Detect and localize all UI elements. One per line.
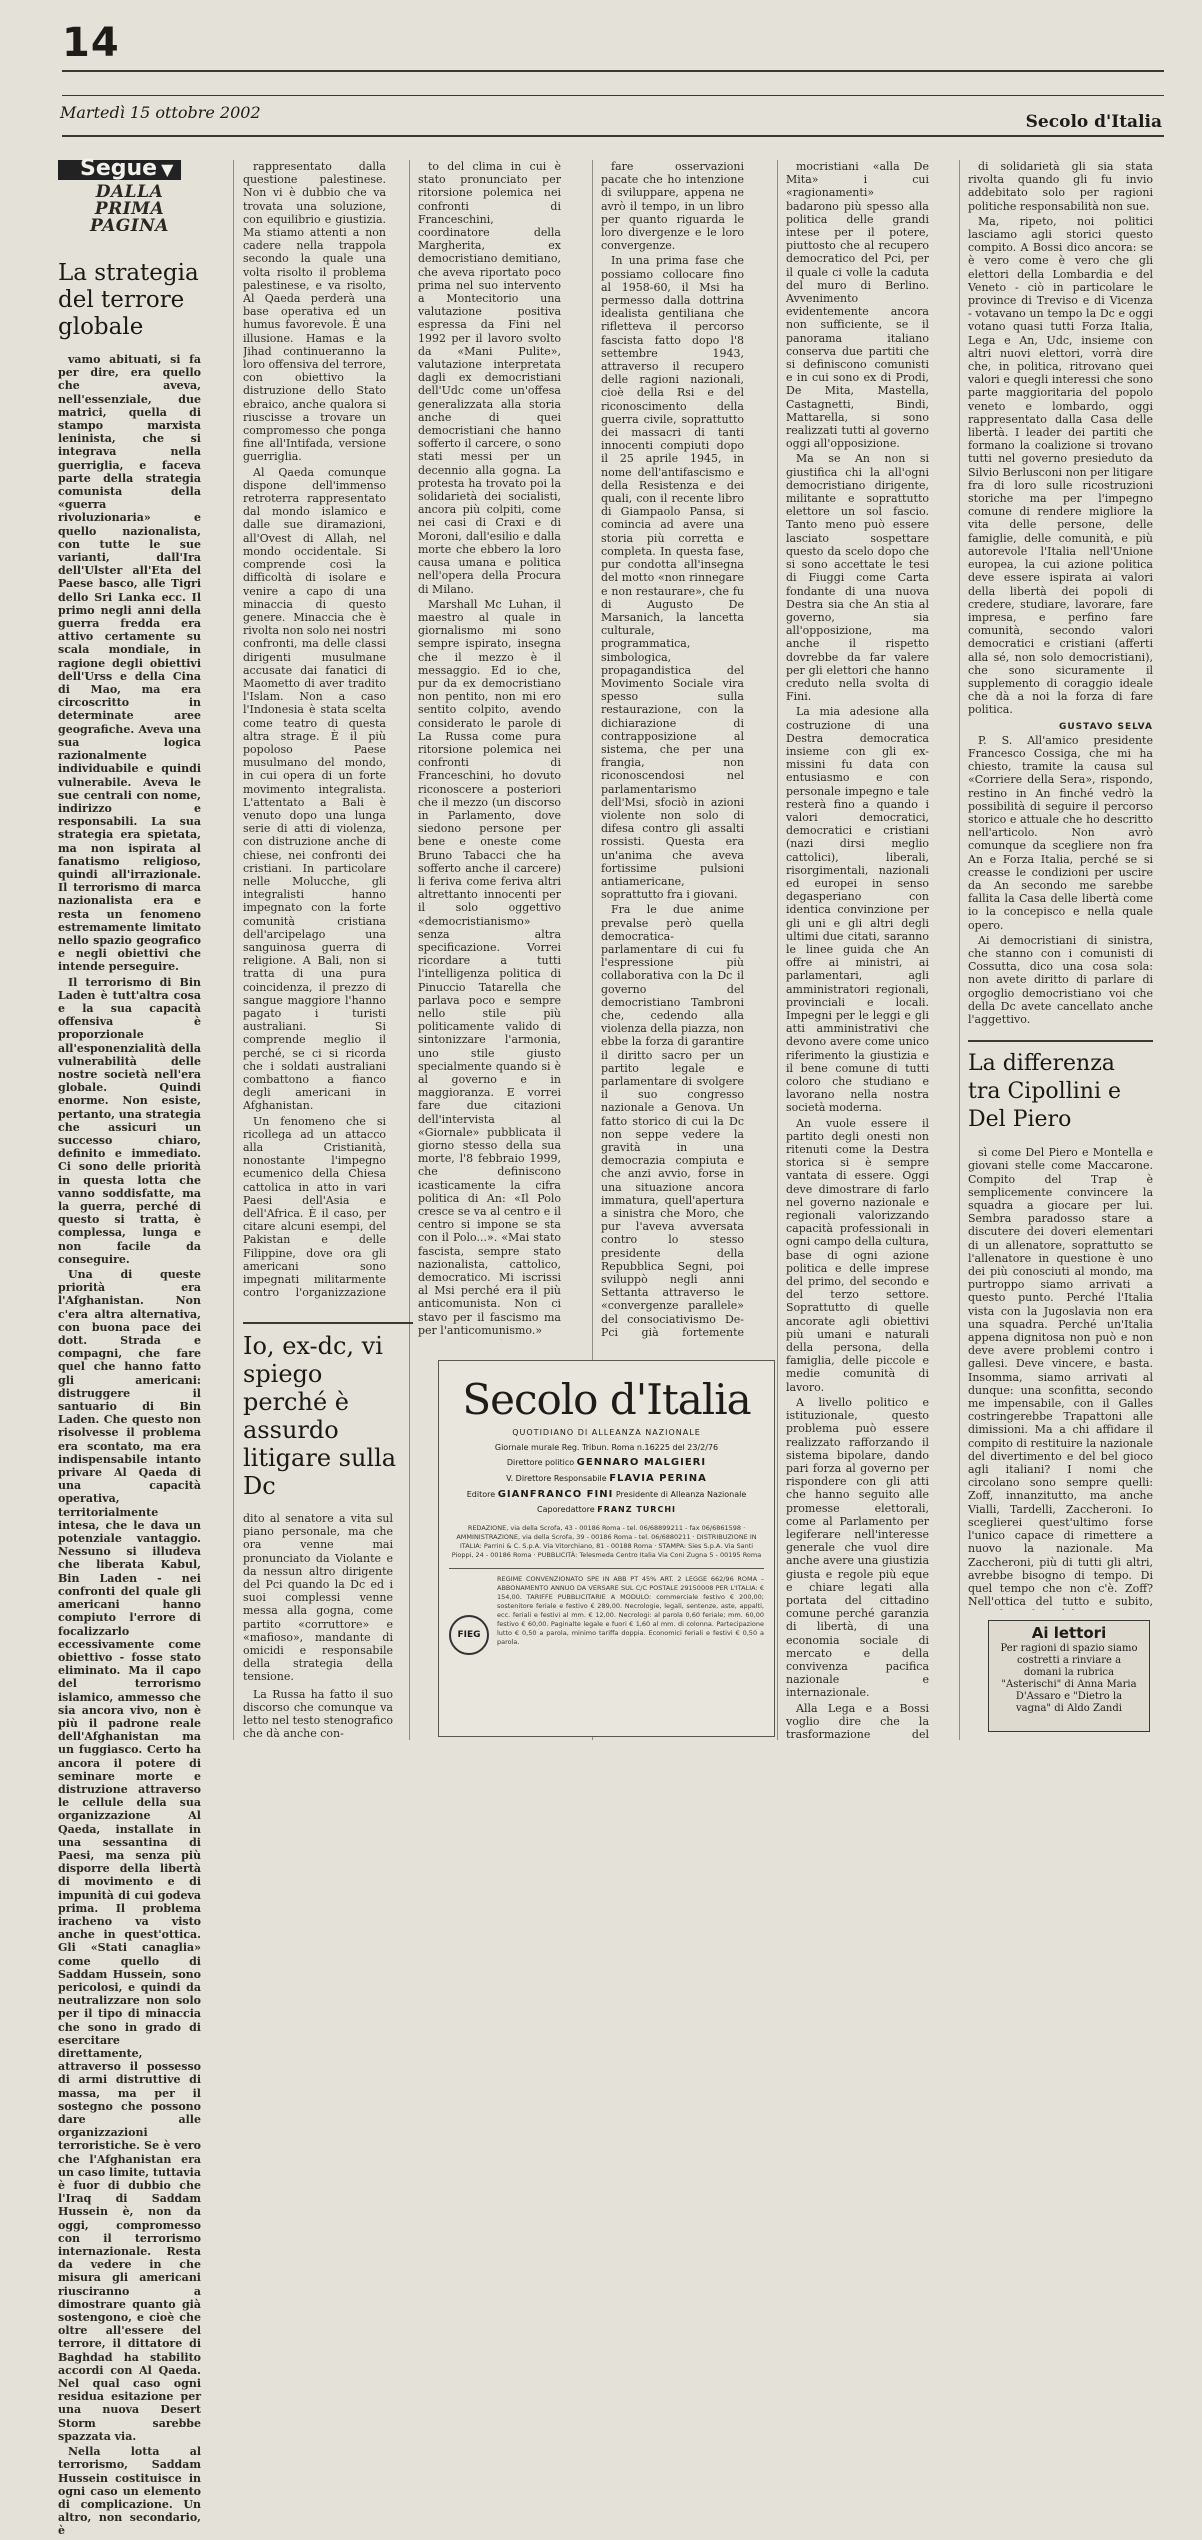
segue-box [58,156,201,256]
paragraph: Il terrorismo di Bin Laden è tutt'altra cosa e la sua capacità offensiva è proporzionale all'esponenzialità della vulnerabilità delle nostre società nell'era globale. Quindi enorme. Non esiste, pertanto, una strategia che assicuri un successo chiaro, definito e immediato. Ci sono delle priorità in questa lotta che vanno soddisfatte, ma la guerra, perché di questo si tratta, è complessa, lunga e non facile da conseguire. [58,975,201,1266]
issue-date: Martedì 15 ottobre 2002 [60,103,261,122]
paragraph: A livello politico e istituzionale, questo problema può essere realizzato rafforzando il sistema bipolare, dando pari forza al governo per rispondere con gli atti che hanno seguito alle promesse elettorali, come al Parlamento per legiferare nell'interesse generale che vuol dire anche avere una giustizia giusta e regole più eque e chiare legati alla portata del cittadino comune perché garanzia di libertà, di una economia sociale di mercato e della convivenza pacifica nazionale e internazionale. [786,1395,929,1700]
role-detail: Presidente di Alleanza Nazionale [615,1490,747,1499]
running-masthead: Secolo d'Italia [1025,112,1162,132]
header-rule-thin [62,95,1164,96]
role-label: Caporedattore [537,1505,595,1514]
column-divider [777,160,778,1740]
role-name: FLAVIA PERINA [609,1473,707,1484]
column-4 [601,160,744,1340]
paragraph: In una prima fase che possiamo collocare fino al 1958-60, il Msi ha permesso dalla dottrina idealista gentiliana che rifletteva il percorso fascista fatto dopo l'8 settembre 1943, attraverso il recupero delle ragioni nazionali, cioè della Rsi e del riconoscimento della guerra civile, soprattutto dei massacri di tanti innocenti compiuti dopo il 25 aprile 1945, in nome dell'antifascismo e della Resistenza e dei quali, con il recente libro di Giampaolo Pansa, si comincia ad avere una storia più corretta e completa. In questa fase, pur condotta all'insegna del motto «non rinnegare e non restaurare», che fu di Augusto De Marsanich, la lancetta culturale, programmatica, simbologica, propagandistica del Movimento Sociale vira spesso sulla restaurazione, con la dichiarazione di contrapposizione al sistema, che per una frangia, non riconoscendosi nel parlamentarismo dell'Msi, sfociò in azioni violente non solo di difesa contro gli assalti rossisti. Questa era un'anima che aveva fortissime pulsioni antiamericane, soprattutto fra i giovani. [601,254,744,902]
paragraph: Ma, ripeto, noi politici lasciamo agli storici questo compito. A Bossi dico ancora: se è vero come è vero che gli elettori della Lombardia e del Veneto - ciò in particolare le province di Treviso e di Vicenza - votavano un tempo la Dc e oggi votano quasi tutti Forza Italia, Lega e An, Udc, insieme con altri nuovi elettori, vorrà dire che, in politica, ritrovano quei valori e quegli interessi che sono parte maggioritaria del popolo veneto e lombardo, oggi rappresentato dalla Casa delle libertà. I leader dei partiti che formano la coalizione si trovano tutti nel governo presieduto da Silvio Berlusconi non per litigare fra di loro sulle ricostruzioni storiche ma per l'impegno comune di rendere migliore la vita delle persone, delle famiglie, delle comunità, e più autorevole l'Italia nell'Unione europea, la cui azione politica deve essere ispirata ai valori della libertà dei popoli di credere, studiare, lavorare, fare impresa, e perfino fare comunità, secondo valori democratici e cristiani (afferti alla sé, non solo democristiani), che sono sicuramente il supplemento di coraggio ideale che dà a noi la forza di fare politica. [968,214,1153,717]
header-rule-bottom [62,135,1164,137]
header-rule [62,70,1164,72]
paragraph: fare osservazioni pacate che ho intenzione di sviluppare, appena ne avrò il tempo, in un libro per quanto riguarda le loro divergenze e le loro convergenze. [601,160,744,253]
paragraph: Ai democristiani di sinistra, che stanno con i comunisti di Cossutta, dico una cosa sola: non avete diritto di parlare di orgoglio democristiano voi che della Dc avete cancellato anche l'aggettivo. [968,933,1153,1026]
ai-lettori-title: Ai lettori [1031,1624,1107,1642]
fieg-logo-icon: FIEG [449,1615,489,1655]
paragraph: Marshall Mc Luhan, il maestro al quale in giornalismo mi sono sempre ispirato, insegna che il mezzo è il messaggio. Ed io che, pur da ex democristiano non pentito, non mi ero sentito colpito, avendo considerato le parole di La Russa come pura ritorsione polemica nei confronti di Franceschini, ho dovuto riconoscere a posteriori che il mezzo (un discorso in Parlamento, dove siedono persone per bene e oneste come Bruno Tabacci che ha sofferto anche il carcere) li feriva come feriva altri altrettanto innocenti per il solo oggettivo «democristianismo» senza altra specificazione. Vorrei ricordare a tutti l'intelligenza politica di Pinuccio Tatarella che parlava poco e sempre nello stile più politicamente valido di sintonizzare l'armonia, uno stile giusto specialmente quando si è al governo e in maggioranza. E vorrei fare due citazioni dell'intervista al «Giornale» pubblicata il giorno stesso della sua morte, l'8 febbraio 1999, che definiscono icasticamente la cifra politica di An: «Il Polo cresce se va al centro e il centro si impone se sta con il Polo...». «Mai stato fascista, sempre stato nazionalista, cattolico, democratico. Mi iscrissi al Msi perché era il più anticomunista. Non ci stavo per il fascismo ma per l'anticomunismo.» [418,597,561,1337]
ai-lettori-text: Per ragioni di spazio siamo costretti a rinviare a domani la rubrica "Asterischi" di Anna Maria D'Assaro e "Dietro la vagna" di Aldo Zandi [1000,1643,1138,1714]
colophon-vice-director [439,1473,774,1484]
segue-subtitle [58,184,201,235]
column-2 [243,160,386,1300]
role-label: Direttore politico [506,1458,575,1467]
down-triangle-icon: ▼ [161,160,174,179]
segue-text: Segue [80,156,158,181]
paragraph: vamo abituati, si fa per dire, era quello che aveva, nell'essenziale, due matrici, quella di stampo marxista leninista, che si integrava nella guerriglia, e faceva parte della strategia comunista della «guerra rivoluzionaria» e quello nazionalista, con tutte le sue varianti, dall'Ira dell'Ulster all'Eta del Paese basco, alle Tigri dello Sri Lanka ecc. Il primo negli anni della guerra fredda era attivo certamente su scala mondiale, in ragione degli obiettivi dell'Urss e della Cina di Mao, ma era circoscritto in determinate aree geografiche. Aveva una sua logica razionalmente individuabile e quindi vulnerabile. Aveva le sue centrali con nome, indirizzo e responsabili. La sua strategia era spietata, ma non ispirata al fanatismo religioso, quindi all'irrazionale. Il terrorismo di marca nazionalista era e resta un fenomeno estremamente limitato nello spazio geografico e negli obiettivi che intende perseguire. [58,353,201,974]
column-divider [959,160,960,1740]
segue-subtitle-line: PAGINA [90,216,169,237]
colophon-editor [439,1505,774,1514]
role-label: Editore [466,1490,496,1499]
article-cipollini [968,1040,1153,1610]
colophon-box [438,1360,775,1737]
paragraph: Una di queste priorità era l'Afghanistan. Non c'era altra alternativa, con buona pace dei dott. Strada e compagni, che fare quel che hanno fatto gli americani: distruggere il santuario di Bin Laden. Che questo non risolvesse il problema era scontato, ma era indispensabile intanto privare Al Qaeda di una capacità operativa, territorialmente intesa, che le dava un potenziale vantaggio. Nessuno si illudeva che liberata Kabul, Bin Laden - nei confronti del quale gli americani hanno compiuto l'errore di focalizzarlo eccessivamente come obiettivo - fosse stato eliminato. Ma il capo del terrorismo islamico, ammesso che sia ancora vivo, non è più il padrone reale dell'Afghanistan ma un fuggiasco. Certo ha ancora il potere di seminare morte e distruzione attraverso le cellule della sua organizzazione Al Qaeda, installate in una sessantina di Paesi, ma senza più disporre della libertà di movimento e di impunità di cui godeva prima. Il problema iracheno va visto anche in quest'ottica. Gli «Stati canaglia» come quello di Saddam Hussein, sono pericolosi, e quindi da neutralizzare non solo per il tipo di minaccia che sono in grado di esercitare direttamente, attraverso il possesso di armi distruttive di massa, ma per il sostegno che possono dare alle organizzazioni terroristiche. Se è vero che l'Afghanistan era un caso limite, tuttavia è fuor di dubbio che l'Iraq di Saddam Hussein è, non da oggi, compromesso con il terrorismo internazionale. Resta da vedere in che misura gli americani riusciranno a dimostrare quanto già sostengono, e cioè che oltre all'essere del terrore, il dittatore di Baghdad ha stabilito accordi con Al Qaeda. Nel qual caso ogni residua esitazione per una nuova Desert Storm sarebbe spazzata via. [58,1268,201,2443]
byline-selva: GUSTAVO SELVA [1058,721,1153,732]
colophon-rule [449,1568,764,1569]
paragraph: rappresentato dalla questione palestinese. Non vi è dubbio che va trovata una soluzione, con equilibrio e giustizia. Ma stiamo attenti a non cadere nella trappola secondo la quale una volta risolto il problema palestinese, e va risolto, Al Qaeda perderà una base operativa ed un humus favorevole. È una illusione. Hamas e la Jihad continueranno la loro offensiva del terrore, con obiettivo la distruzione dello Stato ebraico, anche qualora si riuscisse a trovare un compromesso che ponga fine all'Intifada, versione guerriglia. [243,160,386,464]
paragraph: to del clima in cui è stato pronunciato per ritorsione polemica nei confronti di Franceschini, coordinatore della Margherita, ex democristiano demitiano, che aveva riportato poco prima nel suo intervento a Montecitorio una valutazione positiva espressa da Fini nel 1992 per il lavoro svolto da «Mani Pulite», valutazione interpretata dagli ex democristiani dell'Udc come un'offesa generalizzata alla storia anche di quei democristiani che hanno sofferto il carcere, o sono stati messi per un decennio alla gogna. La protesta ha trovato poi la solidarietà dei socialisti, ancora più colpiti, come nei casi di Craxi e di Moroni, dall'esilio e dalla morte che ebbero la loro causa umana e politica nell'opera della Procura di Milano. [418,160,561,596]
role-name: GENNARO MALGIERI [576,1457,707,1468]
section-rule [243,1322,413,1324]
paragraph: di solidarietà gli sia stata rivolta quando gli fu invio addebitato solo per ragioni politiche responsabilità non sue. [968,160,1153,213]
headline-cipollini: La differenza tra Cipollini e Del Piero [968,1051,1121,1133]
colophon-subtitle: QUOTIDIANO DI ALLEANZA NAZIONALE [512,1428,701,1437]
paragraph: mocristiani «alla De Mita» i cui «ragionamenti» badarono più spesso alla politica delle grandi intese per il potere, piuttosto che al recupero democratico del Pci, per il quale ci volle la caduta del muro di Berlino. Avvenimento evidentemente ancora non sufficiente, se il panorama italiano conserva due partiti che si definiscono comunisti e in cui sono ex di Prodi, De Mita, Mastella, Castagnetti, Bindi, Mattarella, si sono realizzati tutti al governo oggi all'opposizione. [786,160,929,451]
colophon-registration: Giornale murale Reg. Tribun. Roma n.16225 del 23/2/76 [494,1443,719,1452]
ai-lettori-box [988,1620,1150,1732]
paragraph: Al Qaeda comunque dispone dell'immenso retroterra rappresentato dal mondo islamico e dalle sue diramazioni, all'Ovest di Allah, nel mondo occidentale. Si comprende così la difficoltà di isolare e venire a capo di una minaccia di questo genere. Minaccia che è rivolta non solo nei nostri confronti, ma delle classi dirigenti musulmane accusate dai fanatici di Maometto di aver tradito l'Islam. Non a caso l'Indonesia è stata scelta come teatro di questa altra strage. È il più popoloso Paese musulmano del mondo, in cui opera di un forte movimento integralista. L'attentato a Bali è venuto dopo una lunga serie di atti di violenza, con distruzione anche di chiese, nei confronti dei cristiani. In particolare nelle Molucche, gli integralisti hanno impegnato con la forte comunità cristiana dell'arcipelago una sanguinosa guerra di religione. A Bali, non si tratta di una pura coincidenza, il prezzo di sangue maggiore l'hanno pagato i turisti australiani. Si comprende meglio il perché, se ci si ricorda che i soldati australiani combattono a fianco degli americani in Afghanistan. [243,465,386,1113]
paragraph: Fra le due anime prevalse però quella democratica-parlamentare di cui fu l'espressione più collaborativa con la Dc il governo del democristiano Tambroni che, cedendo alla violenza della piazza, non ebbe la forza di garantire il diritto sacro per un partito legale e parlamentare di svolgere il suo congresso nazionale a Genova. Un fatto storico di cui la Dc non seppe vedere la gravità in una democrazia compiuta e che anzi avvio, forse in una situazione ancora immatura, quell'apertura a sinistra che Moro, che pur l'aveva avversata contro lo stesso presidente della Repubblica Segni, poi sviluppò negli anni Settanta attraverso le «convergenze parallele» del consociativismo De-Pci già fortemente [601,903,744,1339]
paragraph: An vuole essere il partito degli onesti non ritenuti come la Destra storica si è sempre vantata di essere. Oggi deve dimostrare di farlo nel governo nazionale e regionali valorizzando capacità professionali in ogni campo della cultura, base di ogni azione politica e delle imprese del primo, del secondo e del terzo settore. Soprattutto di quelle ancorate agli obiettivi più umani e naturali della persona, della famiglia, delle piccole e medie comunità di lavoro. [786,1116,929,1394]
role-name: GIANFRANCO FINI [497,1489,614,1500]
colophon-title: Secolo d'Italia [462,1375,751,1424]
segue-subtitle-line: PRIMA [94,199,165,220]
paragraph: Ma se An non si giustifica chi la all'ogni democristiano dirigente, militante e soprattutto elettore un sol fascio. Tanto meno può essere lasciato sospettare questo da scelo dopo che si sono accettate le tesi di Fiuggi come Carta fondante di una nuova Destra sia che An stia al governo, sia all'opposizione, ma anche il rispetto dovrebbe da far valere per gli elettori che hanno creduto nella svolta di Fini. [786,452,929,704]
paragraph: La Russa ha fatto il suo discorso che comunque va letto nel testo stenografico che dà anche con- [243,1687,393,1741]
segue-label [58,156,181,181]
section-rule [968,1040,1153,1042]
colophon-address: REDAZIONE, via della Scrofa, 43 - 00186 Roma - tel. 06/68899211 - fax 06/6861598 · AMMINISTRAZIONE, via della Scrofa, 39 - 00186 Roma - tel. 06/6880211 · DISTRIBUZIONE IN ITALIA: Parrini & C. S.p.A. Via Vitorchiano, 81 - 00188 Roma · STAMPA: Sies S.p.A. Via Santi Pioppi, 24 - 00186 Roma · PUBBLICITÀ: Telesmeda Centro Italia Via Coni Zugna 5 - 00195 Roma [451,1524,762,1559]
colophon-director [439,1457,774,1468]
column-6 [968,160,1153,1610]
column-divider [233,160,234,1740]
paragraph: sì come Del Piero e Montella e giovani stelle come Maccarone. Compito del Trap è semplicemente convincere la squadra a giocare per lui. Sembra paradosso stare a discutere dei doveri elementari di un allenatore, soprattutto se l'allenatore in questione è uno dei più conosciuti al mondo, ma purtroppo siamo arrivati a questo punto. Perché l'Italia vista con la Jugoslavia non era una squadra. Perché un'Italia appena dignitosa non può e non deve avere problemi contro i gallesi. Deve vincere, e basta. Insomma, siamo arrivati al dunque: una sconfitta, secondo me impensabile, con il Galles costringerebbe Trapattoni alle dimissioni. Ma a chi affidare il compito di restituire la nazionale del divertimento e del bel gioco agli italiani? I nomi che circolano sono sempre quelli: Zoff, innanzitutto, ma anche Vialli, Tardelli, Zaccheroni. Io sceglierei quest'ultimo forse l'unico capace di rimettere a nuovo la nazionale. Ma Zaccheroni, più di tutti gli altri, avrebbe bisogno di tempo. Di quel tempo che non c'è. Zoff? Nell'ottica del tutto e subito, [968,1146,1153,1609]
paragraph: Un fenomeno che si ricollega ad un attacco alla Cristianità, nonostante l'impegno ecumenico della Chiesa cattolica in atto in vari Paesi dell'Asia e dell'Africa. È il caso, per citare alcuni esempi, del Pakistan e delle Filippine, dove ora gli americani sono impegnati militarmente contro l'organizzazione [243,1114,386,1300]
role-name: FRANZ TURCHI [597,1505,676,1514]
paragraph: La mia adesione alla costruzione di una Destra democratica insieme con gli ex-missini fu data con entusiasmo e con personale impegno e tale resterà fino a quando i valori democratici, democratici e cristiani (nazi dirsi meglio cattolici), liberali, risorgimentali, nazionali ed europei in senso degasperiano con identica convinzione per gli uni e gli altri degli ultimi due citati, saranno le linee guida che An offre ai ministri, ai parlamentari, agli amministratori regionali, provinciali e locali. Impegni per le leggi e gli atti amministrativi che devono avere come unico riferimento la giustizia e il bene comune di tutti coloro che studiano e lavorano nella nostra società moderna. [786,705,929,1115]
paragraph: Alla Lega e a Bossi voglio dire che la trasformazione del [786,1701,929,1740]
column-1 [58,156,201,2540]
role-label: V. Direttore Responsabile [506,1474,607,1483]
headline-terrore: La strategia del terrore globale [58,260,199,340]
paragraph: dito al senatore a vita sul piano personale, ma che ora venne mai pronunciato da Violante e da nessun altro dirigente del Pci quando la Dc ed i suoi complessi venne messa alla gogna, come partito «corruttore» e «mafioso», mandante di omicidi e responsabile della strategia della tensione. [243,1512,393,1684]
paragraph: P. S. All'amico presidente Francesco Cossiga, che mi ha chiesto, tramite la causa sul «Corriere della Sera», rispondo, restino in An finché vedrò la possibilità di seguire il percorso storico e attuale che ho descritto nell'articolo. Non avrò comunque da scegliere non fra An e Forza Italia, perché se si creasse le condizioni per uscire da An secondo me sarebbe fallita la Casa delle libertà come io la concepisco e nella quale opero. [968,733,1153,932]
colophon-fine-print: REGIME CONVENZIONATO SPE IN ABB PT 45% ART. 2 LEGGE 662/96 ROMA – ABBONAMENTO ANNUO DA VERSARE SUL C/C POSTALE 29150008 PER L'ITALIA: € 154,00. TARIFFE PUBBLICITARIE A MODULO: commerciale festivo € 200,00; sostenitore feriale e festivo € 289,00. Necrologie, legali, sentenze, aste, appalti, ecc. feriali e festivi al mm. € 12,00. Necrologi: al parola 0,60 feriale; mm. 60,00 festivo € 60,00. Paginalte legale e fuori € 1,60 al mm. di colonna. Partecipazione lutto € 0,50 a parola, minimo tariffa doppia. Economici feriali e festivi € 0,50 a parola. [497,1575,764,1646]
segue-subtitle-line: DALLA [95,182,164,203]
page-number: 14 [62,20,120,66]
headline-ex-dc: Io, ex-dc, vi spiego perché è assurdo litigare sulla Dc [243,1332,397,1500]
paragraph: Nella lotta al terrorismo, Saddam Hussein costituisce in ogni caso un elemento di complicazione. Un altro, non secondario, è [58,2445,201,2538]
ex-dc-text [243,1512,393,1740]
colophon-publisher [439,1489,774,1500]
colophon-footer [449,1575,764,1655]
column-5 [786,160,929,1740]
column-3 [418,160,561,1340]
